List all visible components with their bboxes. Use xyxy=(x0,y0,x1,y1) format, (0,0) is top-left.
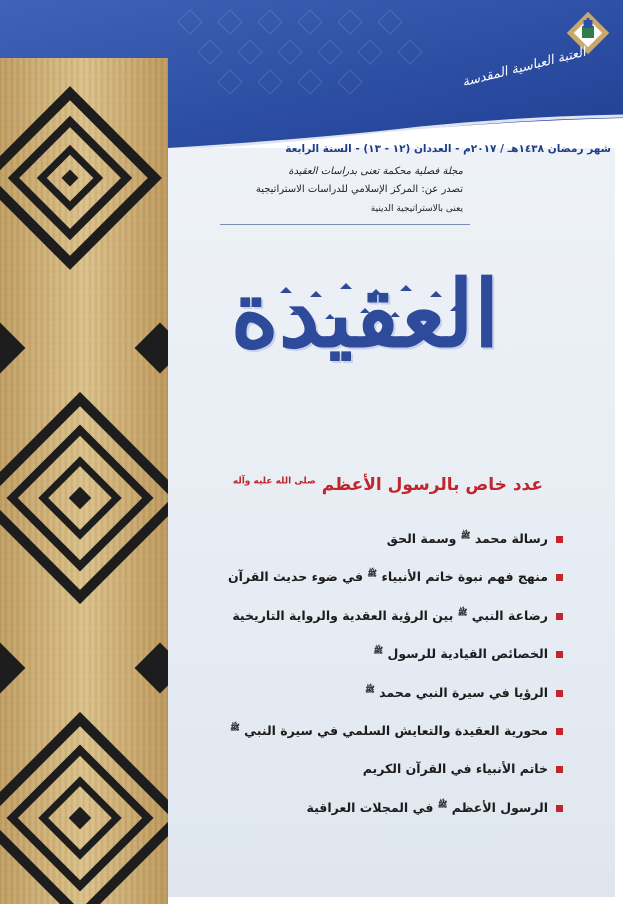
honorific: ﷺ xyxy=(437,800,448,809)
bullet-icon xyxy=(556,574,563,581)
special-issue-heading xyxy=(203,475,543,495)
special-issue-text: عدد خاص بالرسول الأعظم xyxy=(321,475,543,495)
item-text: خاتم الأنبياء في القرآن الكريم xyxy=(362,761,548,777)
list-item xyxy=(183,607,563,623)
item-text: منهج فهم نبوة خاتم الأنبياء xyxy=(381,569,548,585)
list-item xyxy=(183,568,563,584)
item-tail: في المجلات العراقية xyxy=(306,800,434,816)
honorific: ﷺ xyxy=(367,569,378,578)
bullet-icon xyxy=(556,651,563,658)
header-divider xyxy=(220,224,470,225)
honorific: صلى الله عليه وآله xyxy=(232,476,316,487)
item-tail: في ضوء حديث القرآن xyxy=(228,569,364,585)
honorific: ﷺ xyxy=(460,531,471,540)
item-text: الرسول الأعظم xyxy=(451,800,548,816)
honorific: ﷺ xyxy=(457,608,468,617)
bullet-icon xyxy=(556,613,563,620)
publisher: تصدر عن: المركز الإسلامي للدراسات الاستراتيجية xyxy=(255,184,463,195)
item-tail: وسمة الحق xyxy=(386,531,457,547)
item-text: الرؤيا في سيرة النبي محمد xyxy=(379,685,548,701)
list-item xyxy=(183,722,563,738)
magazine-description: مجلة فصلية محكمة تعنى بدراسات العقيدة xyxy=(288,166,463,177)
item-text: محورية العقيدة والتعايش السلمي في سيرة النبي xyxy=(244,723,548,739)
bullet-icon xyxy=(556,805,563,812)
magazine-title: العقيدة xyxy=(230,260,500,368)
item-text: رسالة محمد xyxy=(474,531,548,547)
honorific: ﷺ xyxy=(230,723,240,732)
item-text: رضاعة النبي xyxy=(471,608,548,624)
bullet-icon xyxy=(556,536,563,543)
item-text: الخصائص القيادية للرسول xyxy=(387,646,548,662)
honorific: ﷺ xyxy=(373,646,384,655)
bullet-icon xyxy=(556,728,563,735)
item-tail: بين الرؤية العقدية والرواية التاريخية xyxy=(232,608,454,624)
list-item xyxy=(183,684,563,700)
bullet-icon xyxy=(556,690,563,697)
list-item xyxy=(183,761,563,776)
list-item xyxy=(183,530,563,546)
kufic-ornament-strip xyxy=(0,58,168,904)
concern-line: يعنى بالاستراتيجية الدينية xyxy=(370,204,463,214)
issue-info: شهر رمضان ١٤٣٨هـ / ٢٠١٧م - العددان (١٢ - ١٣) - السنة الرابعة xyxy=(285,143,611,155)
logo-title: العتبة العباسية المقدسة xyxy=(460,44,588,91)
list-item xyxy=(183,799,563,815)
bullet-icon xyxy=(556,766,563,773)
list-item xyxy=(183,645,563,661)
honorific: ﷺ xyxy=(365,685,375,694)
